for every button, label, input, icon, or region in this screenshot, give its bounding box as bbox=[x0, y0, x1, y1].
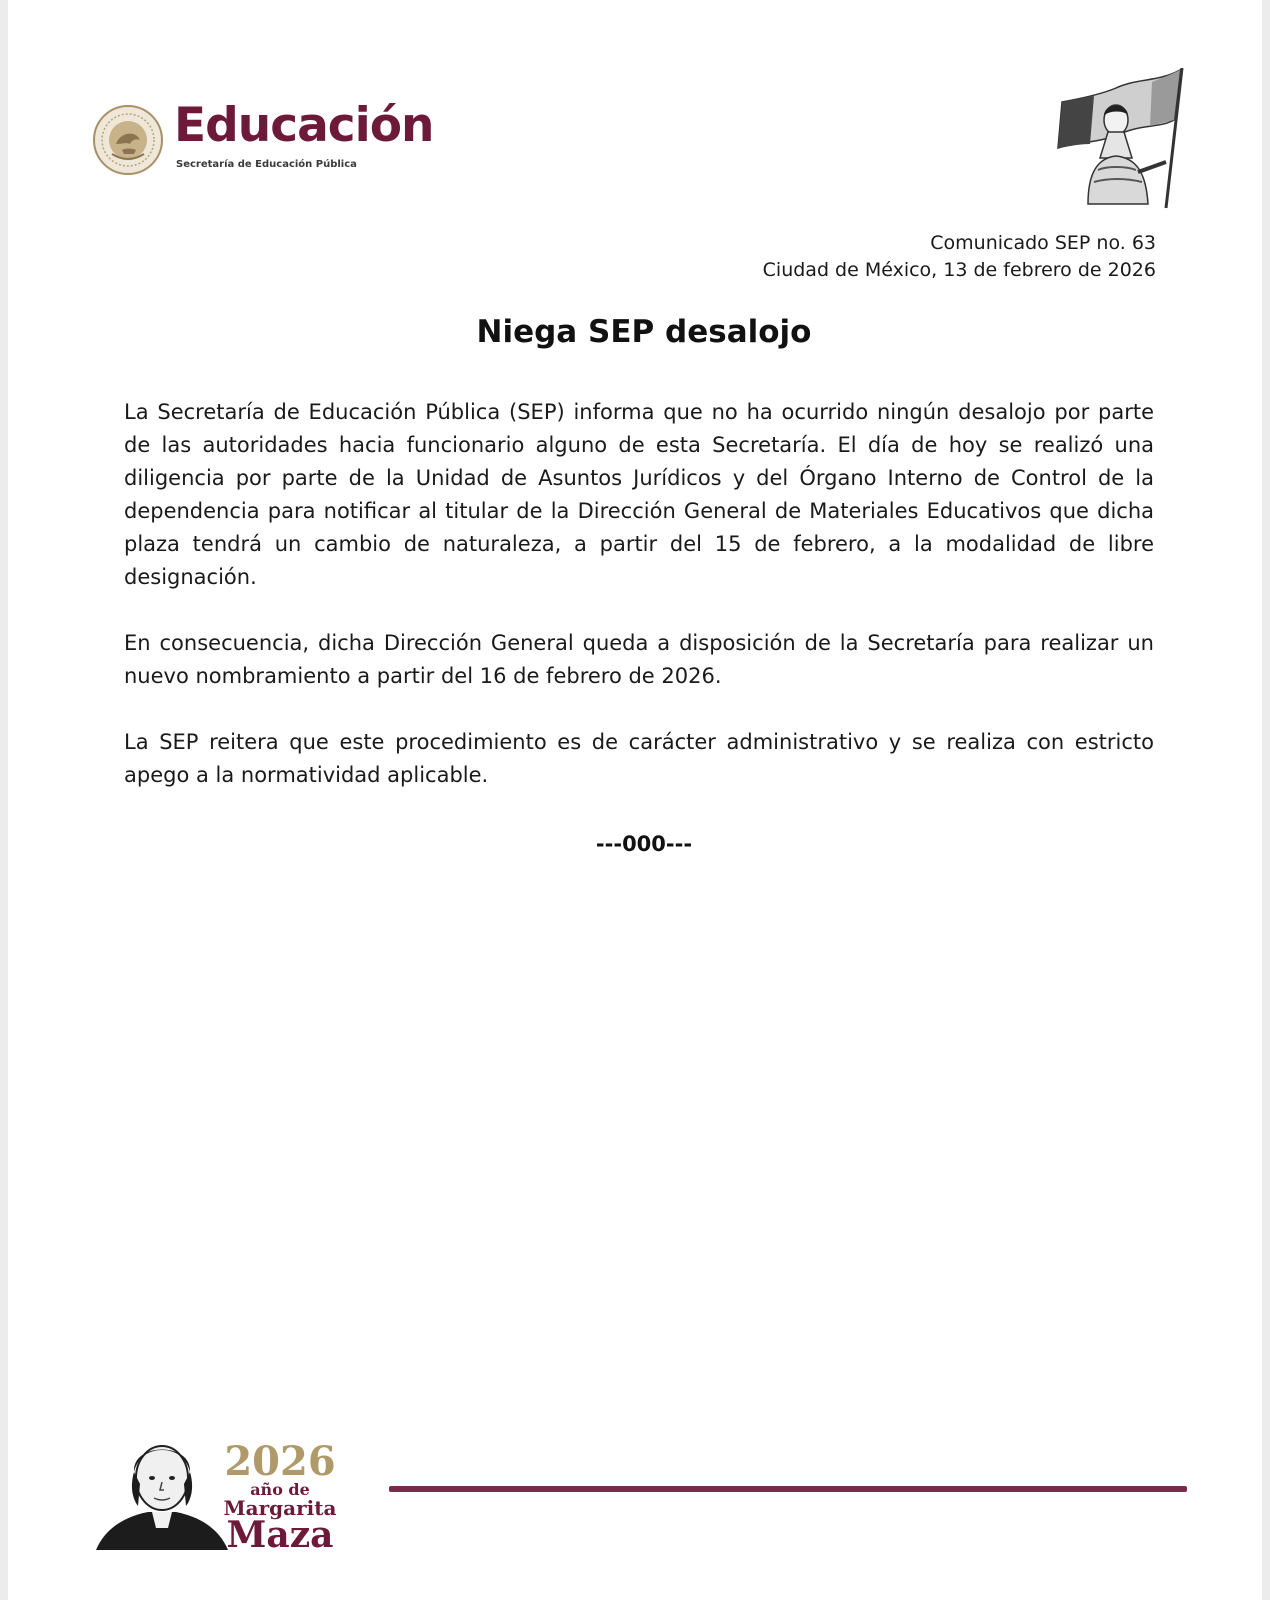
year-subtitle-line: año de bbox=[250, 1480, 310, 1499]
footer-divider bbox=[389, 1486, 1187, 1492]
year-surname-line: Maza bbox=[226, 1514, 334, 1556]
sep-logo bbox=[84, 96, 444, 186]
closing-mark: ---000--- bbox=[595, 832, 693, 856]
year-number: 2026 bbox=[224, 1438, 336, 1485]
year-name-line: Margarita bbox=[223, 1496, 337, 1520]
woman-with-flag-illustration bbox=[1054, 62, 1204, 212]
press-release-page bbox=[8, 0, 1262, 1600]
year-title bbox=[220, 1438, 340, 1556]
brand-title: Educación bbox=[174, 98, 434, 153]
paragraph: La SEP reitera que este procedimiento es de carácter administrativo y se realiza con estricto apego a la normatividad aplicable. bbox=[124, 730, 1154, 787]
paragraph: La Secretaría de Educación Pública (SEP) informa que no ha ocurrido ningún desalojo por parte de las autoridades hacia funcionario alguno de esta Secretaría. El día de hoy se realizó una diligencia por parte de la Unidad de Asuntos Jurídicos y del Órgano Interno de Control de la dependencia para notificar al titular de la Dirección General de Materiales Educativos que dicha plaza tendrá un cambio de naturaleza, a partir del 15 de febrero, a la modalidad de libre designación. bbox=[124, 400, 1154, 589]
communique-number: Comunicado SEP no. 63 bbox=[930, 232, 1156, 254]
communique-meta bbox=[763, 230, 1156, 284]
paragraph: En consecuencia, dicha Dirección General queda a disposición de la Secretaría para realizar un nuevo nombramiento a partir del 16 de febrero de 2026. bbox=[124, 631, 1154, 688]
brand-subtitle: Secretaría de Educación Pública bbox=[176, 159, 357, 170]
margarita-maza-portrait bbox=[92, 1432, 232, 1552]
headline: Niega SEP desalojo bbox=[476, 314, 812, 350]
place-date: Ciudad de México, 13 de febrero de 2026 bbox=[762, 259, 1156, 281]
coat-of-arms-icon bbox=[92, 104, 164, 176]
body-text bbox=[124, 396, 1154, 825]
